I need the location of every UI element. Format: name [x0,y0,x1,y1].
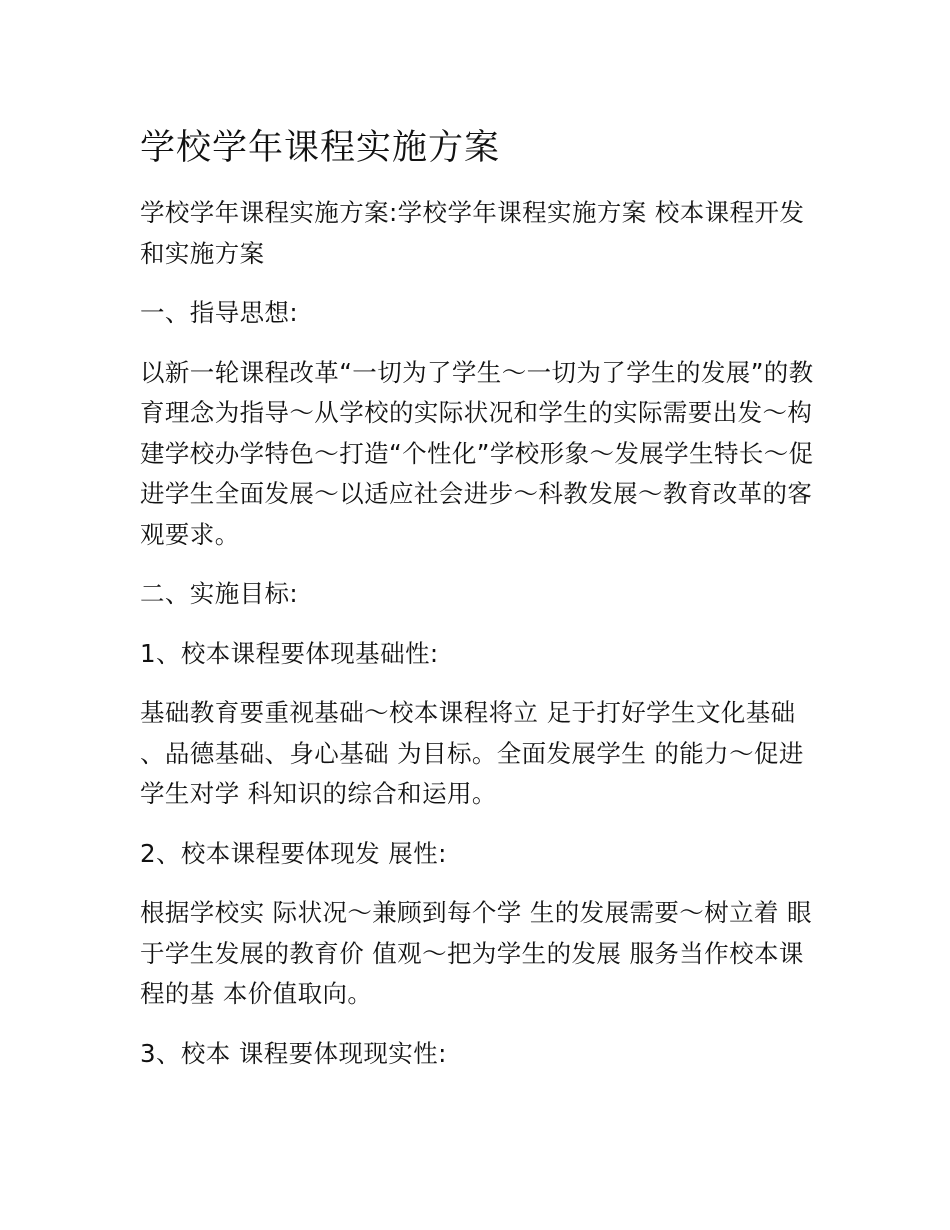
guiding-thought-paragraph: 以新一轮课程改革“一切为了学生～一切为了学生的发展”的教育理念为指导～从学校的实际状况和学生的实际需要出发～构建学校办学特色～打造“个性化”学校形象～发展学生特长～促进学生全面发展～以适应社会进步～科教发展～教育改革的客观要求。 [140,357,814,549]
subtitle-paragraph: 学校学年课程实施方案:学校学年课程实施方案 校本课程开发和实施方案 [140,198,805,268]
goal-paragraph-2: 根据学校实 际状况～兼顾到每个学 生的发展需要～树立着 眼于学生发展的教育价 值观～把为学生的发展 服务当作校本课程的基 本价值取向。 [140,898,812,1008]
goal-heading-1: 1、校本课程要体现基础性: [140,638,439,668]
document-body [140,193,820,1093]
document-title: 学校学年课程实施方案 [140,128,501,168]
section-heading-implementation-goals: 二、实施目标: [140,579,299,608]
goal-heading-3: 3、校本 课程要体现现实性: [140,1038,447,1068]
section-heading-guiding-thought: 一、指导思想: [140,298,299,327]
goal-heading-2: 2、校本课程要体现发 展性: [140,838,447,868]
goal-paragraph-1: 基础教育要重视基础～校本课程将立 足于打好学生文化基础 、品德基础、身心基础 为目标。全面发展学生 的能力～促进学生对学 科知识的综合和运用。 [140,698,804,808]
